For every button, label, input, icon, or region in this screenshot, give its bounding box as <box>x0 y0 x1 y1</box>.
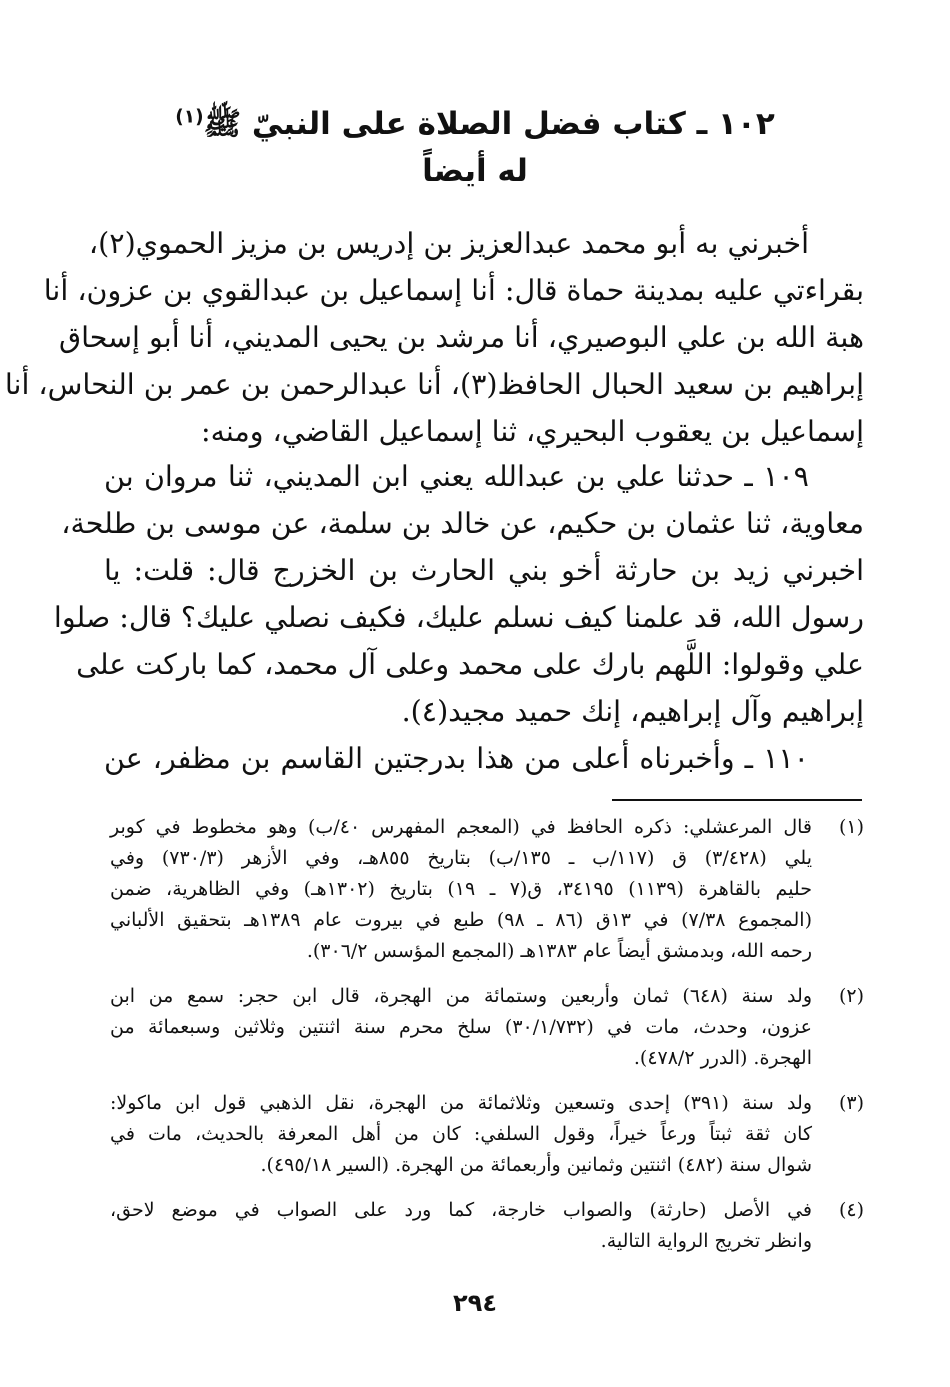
footnote-3 <box>110 1088 864 1181</box>
text-line: إبراهيم وآل إبراهيم، إنك حميد مجيد(٤). <box>401 695 864 728</box>
footnote-separator <box>612 799 862 801</box>
footnote-number: (٢) <box>838 985 864 1007</box>
footnote-line: رحمه الله، وبدمشق أيضاً عام ١٣٨٣هـ (المجمع المؤسس ٣٠٦/٢). <box>306 940 812 962</box>
text-line: ١١٠ ـ وأخبرناه أعلى من هذا بدرجتين القاسم بن مظفر، عن <box>104 742 809 775</box>
footnote-1 <box>110 812 864 967</box>
footnote-line: شوال سنة (٤٨٢) اثنتين وثمانين وأربعمائة من الهجرة. (السير ٤٩٥/١٨). <box>260 1154 812 1176</box>
footnote-line: ولد سنة (٣٩١) إحدى وتسعين وثلاثمائة من الهجرة، نقل الذهبي قول ابن ماكولا: <box>110 1092 812 1114</box>
text-line: أخبرني به أبو محمد عبدالعزيز بن إدريس بن مزيز الحموي(٢)، <box>88 227 809 260</box>
footnote-line: ولد سنة (٦٤٨) ثمان وأربعين وستمائة من الهجرة، قال ابن حجر: سمع من ابن <box>110 985 812 1007</box>
chapter-title-footnote-marker: (١) <box>175 106 204 128</box>
footnote-number: (٣) <box>838 1092 864 1114</box>
chapter-subtitle: له أيضاً <box>422 153 528 189</box>
footnote-line: يلي (٣/٤٢٨) ق (١١٧/ب ـ ١٣٥/ب) بتاريخ ٨٥٥هـ، وفي الأزهر (٧٣٠/٣) وفي <box>110 847 813 869</box>
footnote-line: كان ثقة ثبتاً ورعاً خيراً، وقول السلفي: كان من أهل المعرفة بالحديث، مات في <box>110 1123 812 1145</box>
footnote-line: وانظر تخريج الرواية التالية. <box>600 1230 812 1252</box>
footnote-number: (٤) <box>838 1199 864 1221</box>
chapter-heading <box>90 100 860 194</box>
paragraph-hadith-109 <box>53 453 864 735</box>
chapter-title <box>90 100 860 148</box>
footnote-line: في الأصل (حارثة) والصواب خارجة، كما ورد على الصواب في موضع لاحق، <box>110 1199 812 1221</box>
text-line: هبة الله بن علي البوصيري، أنا مرشد بن يحيى المديني، أنا أبو إسحاق <box>58 321 864 354</box>
text-line: إبراهيم بن سعيد الحبال الحافظ(٣)، أنا عبدالرحمن بن عمر بن النحاس، أنا <box>4 368 864 401</box>
text-line: علي وقولوا: اللَّهم بارك على محمد وعلى آل محمد، كما باركت على <box>76 648 864 681</box>
text-line: إسماعيل بن يعقوب البحيري، ثنا إسماعيل القاضي، ومنه: <box>200 415 864 448</box>
footnote-line: (المجموع ٧/٣٨) في ١٣ق (٨٦ ـ ٩٨) طبع في بيروت عام ١٣٨٩هـ بتحقيق الألباني <box>110 909 812 931</box>
footnote-2 <box>110 981 864 1074</box>
text-line: معاوية، ثنا عثمان بن حكيم، عن خالد بن سلمة، عن موسى بن طلحة، <box>61 507 864 540</box>
footnote-4 <box>110 1195 864 1257</box>
footnote-number: (١) <box>838 816 864 838</box>
text-line: رسول الله، قد علمنا كيف نسلم عليك، فكيف نصلي عليك؟ قال: صلوا <box>53 601 864 634</box>
footnote-line: الهجرة. (الدرر ٤٧٨/٢). <box>633 1047 812 1069</box>
footnote-line: قال المرعشلي: ذكره الحافظ في (المعجم المفهرس ٤٠/ب) وهو مخطوط في كوبر <box>110 816 813 838</box>
footnote-line: حليم بالقاهرة (١١٣٩) ٣٤١٩٥، ق(٧ ـ ١٩) بتاريخ (١٣٠٢هـ) وفي الظاهرية، ضمن <box>110 878 812 900</box>
footnote-line: عزون، وحدث، مات في (٣٠/١/٧٣٢) سلخ محرم سنة اثنتين وثلاثين وسبعمائة من <box>110 1016 813 1038</box>
text-line: ١٠٩ ـ حدثنا علي بن عبدالله يعني ابن المديني، ثنا مروان بن <box>104 460 809 493</box>
text-line: بقراءتي عليه بمدينة حماة قال: أنا إسماعيل بن عبدالقوي بن عزون، أنا <box>43 274 864 307</box>
text-line: اخبرني زيد بن حارثة أخو بني الحارث بن الخزرج قال: قلت: يا <box>104 554 864 587</box>
chapter-title-text: ١٠٢ ـ كتاب فضل الصلاة على النبيّ ﷺ <box>203 106 775 142</box>
paragraph-hadith-110 <box>104 735 864 782</box>
page-number: ٢٩٤ <box>453 1289 497 1317</box>
footnotes <box>110 812 864 1271</box>
paragraph-isnad <box>4 220 864 455</box>
